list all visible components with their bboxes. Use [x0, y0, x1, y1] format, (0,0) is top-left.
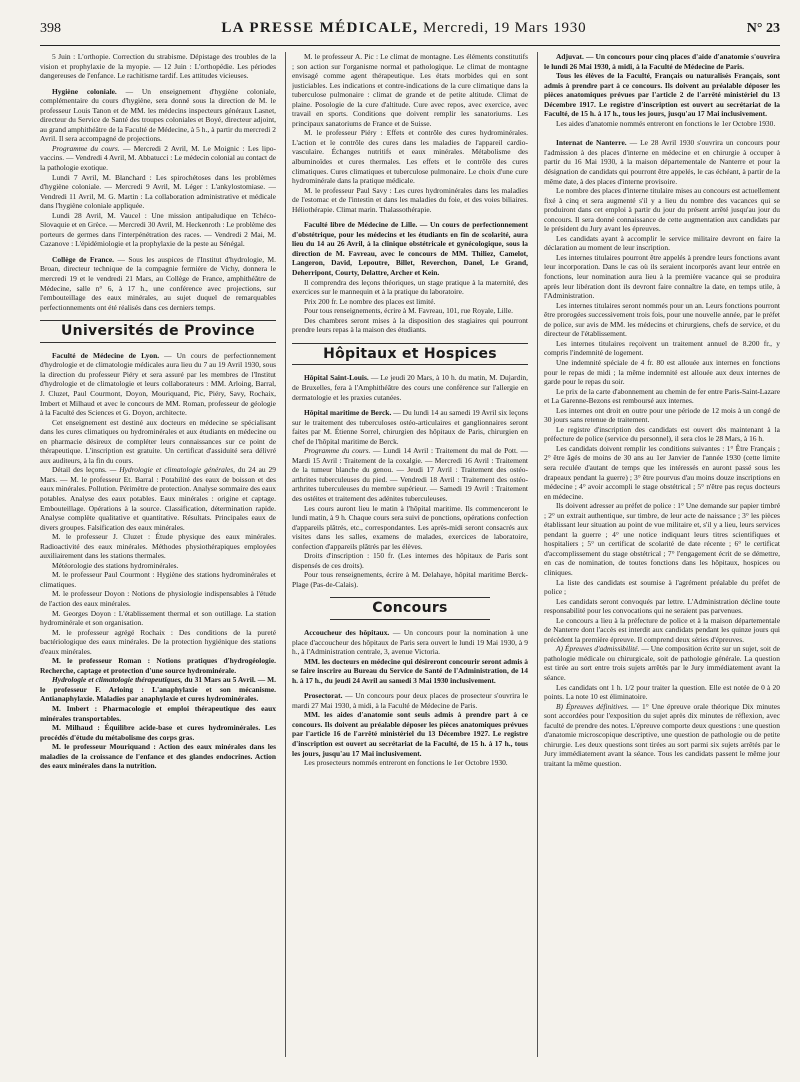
- article-text: — Un concours pour deux places de prosecteur s'ouvrira le mardi 27 Mai 1930, à midi, à la Faculté de Médecine de Paris.: [292, 691, 528, 710]
- article-title: Hygiène coloniale.: [52, 86, 117, 96]
- article-saint-louis: [292, 373, 528, 402]
- paragraph: [40, 465, 276, 532]
- journal-name: LA PRESSE MÉDICALE,: [221, 20, 419, 36]
- column-rule: [537, 52, 538, 1057]
- article-text: — Du lundi 14 au samedi 19 Avril six leçons sur le traitement des tuberculoses ostéo-articulaires et ganglionnaires seront faites par M. Étienne Sorrel, chirurgien des hôpitaux de Paris, chirurgien en chef de l'hôpital maritime de Berck.: [292, 408, 528, 446]
- paragraph: Les candidats ont 1 h. 1/2 pour traiter la question. Elle est notée de 0 à 20 points. La note 10 est éliminatoire.: [544, 682, 780, 702]
- paragraph: MM. les aides d'anatomie sont seuls admis à prendre part à ce concours. Ils doivent au préalable déposer les pièces anatomiques prévues par l'article 16 de l'arrêté ministériel du 13 Décembre 1927. Le registre d'inscription est ouvert au secrétariat de la Faculté, de 15 h. à 17 h., tous les jours, jusqu'au 17 Mai inclusivement.: [292, 710, 528, 758]
- paragraph: Les candidats ayant à accomplir le service militaire devront en faire la déclaration au moment de leur inscription.: [544, 233, 780, 253]
- paragraph: [40, 675, 276, 704]
- paragraph: Pour tous renseignements, écrire à M. Delahaye, hôpital maritime Berck-Plage (Pas-de-Calais).: [292, 570, 528, 589]
- article-title: Collège de France.: [52, 254, 115, 264]
- article-prosectorat: [292, 691, 528, 710]
- article-nanterre: [544, 138, 780, 186]
- paragraph: Les internes titulaires reçoivent un traitement annuel de 8.200 fr., y compris l'indemnité de logement.: [544, 338, 780, 358]
- paragraph: Une indemnité spéciale de 4 fr. 80 est allouée aux internes en fonctions pour le repas de midi ; la même indemnité est allouée aux deux internes de garde pour le repas du soir.: [544, 357, 780, 387]
- article-title: Internat de Nanterre.: [556, 138, 627, 148]
- paragraph: [544, 644, 780, 682]
- paragraph: Les internes ont droit en outre pour une période de 12 mois à un congé de 30 jours sans retenue de traitement.: [544, 405, 780, 425]
- paragraph: Le registre d'inscription des candidats est ouvert dès maintenant à la préfecture de police (service du personnel), il sera clos le 28 Mars, à 16 h.: [544, 424, 780, 444]
- paragraph: Lundi 28 Avril, M. Vaucel : Une mission antipaludique en Tchéco-Slovaquie et en Grèce. — Mercredi 30 Avril, M. Heckenroth : Le problème des porteurs de germes dans l'interpénétration des races. — Vendredi 2 Mai, M. Cazanove : L'épidémiologie et la prophylaxie de la peste au Sénégal.: [40, 210, 276, 249]
- column-middle: [292, 52, 528, 1062]
- text: — Une composition écrite sur un sujet, soit de pathologie médicale ou chirurgicale, soit de pathologie générale. La question est tirée au sort entre trois sujets arrêtés par le Jury immédiatement avant la séance.: [544, 644, 780, 682]
- article-hygiene-coloniale: [40, 87, 276, 144]
- paragraph: Ils doivent adresser au préfet de police : 1° Une demande sur papier timbré ; 2° un extrait authentique, sur timbre, de leur acte de naissance ; 3° les pièces établissant leur situation au point de vue militaire et, s'il y a lieu, leurs services pendant la guerre ; 4° une notice indiquant leurs titres scientifiques et hospitaliers ; 5° un certificat de scolarité de date récente ; 6° le certificat d'accomplissement du stage obstétrical ; 7° l'engagement écrit de se démettre, en cas de nomination, de toutes fonctions dans les hôpitaux, hospices ou cliniques.: [544, 501, 780, 577]
- article-text: — Un concours pour la nomination à une place d'accoucheur des hôpitaux de Paris sera ouvert le lundi 19 Mai 1930, à 9 h., à l'Administration centrale, 3, avenue Victoria.: [292, 627, 528, 657]
- article-college-de-france: [40, 255, 276, 312]
- article-text: — Le 28 Avril 1930 s'ouvrira un concours pour l'admission à des places d'interne en médecine et en chirurgie à occuper à partir du 16 Mai 1930, à la maison départementale de Nanterre et pour la désignation de candidats qui pourront être appelés, le cas échéant, à partir de la même date, à des places d'interne provisoire.: [544, 138, 780, 186]
- paragraph: M. Milhaud : Équilibre acide-base et cures hydrominérales. Les procédés d'étude du métabolisme des corps gras.: [40, 723, 276, 742]
- paragraph: Des chambres seront mises à la disposition des stagiaires qui pourront prendre leurs repas à la maison des étudiants.: [292, 315, 528, 335]
- paragraph: Prix 200 fr. Le nombre des places est limité.: [304, 296, 436, 306]
- paragraph: La liste des candidats est soumise à l'agrément préalable du préfet de police ;: [544, 577, 780, 597]
- label: B) Épreuves définitives.: [556, 701, 629, 711]
- paragraph: 5 Juin : L'orthopie. Correction du strabisme. Dépistage des troubles de la vision et prophylaxie de la myopie. — 12 Juin : L'orthopédie. Les périodes dangereuses de l'enfance. Le rachitisme tardif. Les attitudes vicieuses.: [40, 52, 276, 81]
- paragraph: M. le professeur A. Pic : Le climat de montagne. Les éléments constitutifs ; son action sur l'organisme normal et pathologique. Le climat de montagne envisagé comme agent thérapeutique. Les états morbides qui en sont justiciables. Les indications et contre-indications de la cure climatique dans la tuberculose pulmonaire : climat de grande et de petite altitude. Climat de plaine. Posologie de la cure d'altitude. Cure avec repos, avec exercice, avec travail en sports. Conditions que doivent remplir les sanatoriums. Les principaux sanatoriums de France et de Suisse.: [292, 52, 528, 128]
- paragraph: Pour tous renseignements, écrire à M. Favreau, 101, rue Royale, Lille.: [304, 306, 514, 316]
- article-title: Faculté de Médecine de Lyon.: [52, 350, 160, 360]
- paragraph: Droits d'inscription : 150 fr. (Les internes des hôpitaux de Paris sont dispensés de ces droits).: [292, 551, 528, 570]
- paragraph: M. le professeur J. Cluzet : Étude physique des eaux minérales. Radioactivité des eaux minérales. Méthodes physiothérapiques employées auxiliairement dans les stations thermales.: [40, 532, 276, 561]
- paragraph: M. Imbert : Pharmacologie et emploi thérapeutique des eaux minérales transportables.: [40, 704, 276, 723]
- paragraph: Tous les élèves de la Faculté, Français ou naturalisés Français, sont admis à prendre part à ce concours. Ils doivent au préalable déposer les pièces anatomiques prévues par l'article 2 de l'arrêté ministériel du 13 Décembre 1917. Le registre d'inscription est ouvert au secrétariat de la Faculté, de 15 h. à 17 h., tous les jours, jusqu'au 17 Mai inclusivement.: [544, 71, 780, 119]
- text: — Mercredi 2 Avril, M. Le Moignic : Les lipo-vaccins. — Vendredi 4 Avril, M. Abbatucci : Le médecin colonial au contact de la pathologie exotique.: [40, 143, 276, 173]
- article-accoucheur: [292, 628, 528, 657]
- paragraph: Les cours auront lieu le matin à l'hôpital maritime. Ils commenceront le lundi matin, à 9 h. Chaque cours sera suivi de ponctions, opérations confection d'appareils plâtrés, etc., correspondantes. Les après-midi seront consacrés aux visites dans les salles, examens de malades, exercices de laboratoire, confection d'appareils plâtrés par les élèves.: [292, 503, 528, 551]
- text: du 24 au 29 Mars. — M. le professeur Et. Barral : Potabilité des eaux de boisson et des eaux minérales. Pollution. Périmètre de protection. Analyse sommaire des eaux potables. Analyse des eaux potables. Eaux minérales : origine et captage. Embouteillage. Opérations à la source. Classification, détermination rapide. Analyse complète qualitative et quantitative. Résultats. Principales eaux de divers groupes. Falsification des eaux minérales.: [40, 465, 276, 532]
- page-header: [40, 20, 780, 46]
- paragraph: Les candidats doivent remplir les conditions suivantes : 1° Être Français ; 2° être âgés de moins de 30 ans au 1er Janvier de l'année 1930 (cette limite sera reculée d'autant de temps que les intéressés en auront passé sous les drapeaux pendant la guerre) ; 3° être pourvus d'au moins douze inscriptions en médecine ; 4° avoir accompli le stage obstétrical ; 5° n'être pas reçus docteurs en médecine.: [544, 443, 780, 501]
- article-lyon: [40, 351, 276, 418]
- paragraph: M. le professeur Piéry : Effets et contrôle des cures hydrominérales. L'action et le contrôle des cures dans les maladies de l'appareil cardio-vasculaire. Échanges nutritifs et eaux minérales. Métabolisme des albuminoïdes et cures thermales. Les effets et le contrôle des cures climatiques. Cures climatiques et tuberculose pulmonaire. Le choix d'une cure hydrominérale dans la pratique médicale.: [292, 128, 528, 186]
- text: du 31 Mars au 5 Avril. — M. le professeur F. Arloing : L'anaphylaxie et son mécanisme. Antianaphylaxie. Maladies par anaphylaxie et cures hydrominérales.: [40, 675, 276, 704]
- issue-number: N° 23: [746, 21, 780, 36]
- paragraph: M. le professeur agrégé Rochaix : Des conditions de la pureté bactériologique des eaux minérales. De la protection hygiénique des stations d'eaux minérales.: [40, 627, 276, 656]
- paragraph: Le nombre des places d'interne titulaire mises au concours est actuellement fixé à cinq et sera augmenté s'il y a lieu du nombre des vacances qui se produiront dans cet emploi à partir du jour du présent arrêté jusqu'au jour du concours. Il sera donné connaissance de cette augmentation aux candidats par le président du Jury avant les épreuves.: [544, 186, 780, 234]
- paragraph: Le prix de la carte d'abonnement au chemin de fer entre Paris-Saint-Lazare et La Garenne-Bezons est remboursé aux internes.: [544, 386, 780, 406]
- section-heading: Concours: [330, 597, 490, 620]
- article-adjuvat: [544, 52, 780, 71]
- article-text: — Un enseignement d'hygiène coloniale, complémentaire du cours d'hygiène, sera donné sous la direction de M. le professeur Louis Tanon et de MM. les médecins inspecteurs généraux Lasnet, directeur du Service de Santé des troupes coloniales et Boyé, directeur adjoint, au grand amphithéâtre de la Faculté de Médecine, à 5 h., à partir du mercredi 2 Avril. Il sera accompagné de projections.: [40, 86, 276, 144]
- label: A) Épreuves d'admissibilité.: [556, 644, 640, 654]
- paragraph: M. le professeur Doyon : Notions de physiologie indispensables à l'étude de l'action des eaux minérales.: [40, 589, 276, 608]
- label: Hydrologie et climatologie thérapeutiques,: [52, 675, 183, 685]
- paragraph: M. le professeur Paul Savy : Les cures hydrominérales dans les maladies de l'estomac et de l'intestin et dans les maladies du foie, et des voies biliaires. Héliothérapie. Climat marin. Thalassothérapie.: [292, 185, 528, 214]
- paragraph: [292, 446, 528, 503]
- article-berck: [292, 408, 528, 446]
- page-number: 398: [40, 21, 61, 36]
- article-title: Accoucheur des hôpitaux.: [304, 627, 390, 637]
- paragraph: Les aides d'anatomie nommés entreront en fonctions le 1er Octobre 1930.: [556, 118, 776, 128]
- column-rule: [285, 52, 286, 1057]
- column-left: [40, 52, 276, 1062]
- paragraph: M. Georges Doyon : L'établissement thermal et son outillage. La station hydrominérale et son organisation.: [40, 608, 276, 628]
- article-title: Faculté libre de Médecine de Lille.: [304, 220, 418, 230]
- paragraph: Le concours a lieu à la préfecture de police et à la maison départementale de Nanterre dont l'accès est interdit aux candidats pendant les quinze jours qui précèdent la première épreuve. Il comprend deux séries d'épreuves.: [544, 615, 780, 644]
- article-text: — Sous les auspices de l'Institut d'hydrologie, M. Broan, directeur technique de la compagnie fermière de Vichy, donnera le mercredi 19 et le vendredi 21 Mars, au Collège de France, amphithéâtre de Médecine, salle n° 6, à 17 h., une conférence avec projections, sur l'embouteillage des eaux minérales, au sujet duquel de remarquables perfectionnements ont été réalisés dans ces derniers temps.: [40, 254, 276, 312]
- paragraph: Lundi 7 Avril, M. Blanchard : Les spirochétoses dans les problèmes d'hygiène coloniale. — Mercredi 9 Avril, M. Léger : L'ankylostomiase. — Vendredi 11 Avril, M. G. Martin : La collaboration administrative et médicale dans l'hygiène coloniale appliquée.: [40, 172, 276, 211]
- column-right: [544, 52, 780, 1062]
- article-text: — Un cours de perfectionnement d'hydrologie et de climatologie médicales aura lieu du 7 au 19 Avril 1930, sous la direction du professeur Piéry et sera assuré par les membres de l'Institut d'hydrologie et de climatologie et leurs collaborateurs : MM. Arloing, Barral, J. Cluzet, Paul Courmont, Doyon, Mouriquand, Pic, Piéry, Savy, Rochaix, Imbert et Milhaud et avec le concours de MM. Roman, professeur de géologie à la Faculté des Sciences et G. Doyon, architecte.: [40, 350, 276, 418]
- paragraph: [544, 702, 780, 769]
- article-text: — Un concours pour cinq places d'aide d'anatomie s'ouvrira le lundi 26 Mai 1930, à midi, à la Faculté de Médecine de Paris.: [544, 52, 780, 71]
- article-title: Prosectorat.: [304, 691, 343, 701]
- journal-title: [221, 20, 586, 37]
- article-lille: [292, 220, 528, 277]
- paragraph: Il comprendra des leçons théoriques, un stage pratique à la maternité, des exercices sur le mannequin et à la pratique du laboratoire.: [292, 277, 528, 297]
- article-title: Adjuvat.: [556, 52, 584, 61]
- label: Programme du cours.: [304, 446, 371, 456]
- section-heading: Universités de Province: [40, 320, 276, 343]
- article-title: Hôpital maritime de Berck.: [304, 408, 392, 418]
- paragraph: MM. les docteurs en médecine qui désireront concourir seront admis à se faire inscrire au Bureau du Service de Santé de l'Administration, de 14 h. à 17 h., du jeudi 24 Avril au samedi 3 Mai 1930 inclusivement.: [292, 656, 528, 685]
- paragraph: Les internes titulaires seront nommés pour un an. Leurs fonctions pourront être prorogées successivement trois fois, pour une nouvelle année, par le préfet de police, sur avis de MM. les médecins et chirurgiens, chefs de service, et du directeur de l'établissement.: [544, 300, 780, 339]
- label: Programme du cours.: [52, 143, 120, 153]
- paragraph: [40, 144, 276, 173]
- article-text: — Un cours de perfectionnement d'obstétrique, pour les médecins et les étudiants en fin de scolarité, aura lieu du 14 au 26 Avril, à la clinique obstétricale et gynécologique, sous la direction de M. Favreau, avec le concours de MM. Thiliez, Camelot, Langeron, David, Lepoutre, Billet, Reverchon, Danel, Le Grand, Deherripont, Courty, Delattre, Archer et Kein.: [292, 220, 528, 278]
- text: — 1° Une épreuve orale théorique Dix minutes sont accordées pour l'exposition du sujet après dix minutes de réflexion, avec faculté de prendre des notes. L'épreuve comporte deux questions : une question d'anatomie microscopique descriptive, une question de pathologie ou de petite chirurgie. Les deux questions sont tirées au sort parmi six sujets arrêtés par le Jury immédiatement avant la séance. Tous les candidats passent le même jour traitant la même question.: [544, 701, 780, 768]
- paragraph: M. le professeur Roman : Notions pratiques d'hydrogéologie. Recherche, captage et protection d'une source hydrominérale.: [40, 656, 276, 675]
- issue-date: Mercredi, 19 Mars 1930: [423, 20, 587, 36]
- article-title: Hôpital Saint-Louis.: [304, 373, 369, 383]
- paragraph: Météorologie des stations hydrominérales.: [52, 560, 179, 570]
- paragraph: M. le professeur Mouriquand : Action des eaux minérales dans les maladies de la croissance de l'enfance et des glandes endocrines. Action des eaux minérales dans la nutrition.: [40, 742, 276, 771]
- label: Détail des leçons.: [52, 465, 107, 475]
- label: — Hydrologie et climatologie générales,: [106, 465, 235, 475]
- paragraph: Les prosecteurs nommés entreront en fonctions le 1er Octobre 1930.: [304, 758, 508, 768]
- paragraph: Cet enseignement est destiné aux docteurs en médecine se spécialisant dans les cures climatiques ou hydrominérales et aux étudiants en médecine ou en pharmacie désireux de compléter leurs connaissances sur ce point de thérapeutique. L'inscription est gratuite. Un certificat d'assiduité sera délivré aux auditeurs, à la fin du cours.: [40, 417, 276, 465]
- paragraph: Les candidats seront convoqués par lettre. L'Administration décline toute responsabilité pour les convocations qui ne seraient pas parvenues.: [544, 596, 780, 616]
- paragraph: Les internes titulaires pourront être appelés à prendre leurs fonctions avant leur incorporation. Dans le cas où ils seraient incorporés avant leur entrée en fonctions, leur nomination aura lieu à la première vacance qui se produira après leur libération dont ils devront faire connaître la date, en temps utile, à l'Administration.: [544, 252, 780, 301]
- section-heading: Hôpitaux et Hospices: [292, 343, 528, 366]
- paragraph: M. le professeur Paul Courmont : Hygiène des stations hydrominérales et climatiques.: [40, 570, 276, 589]
- text: — Lundi 14 Avril : Traitement du mal de Pott. — Mardi 15 Avril : Traitement de la coxalgie. — Mercredi 16 Avril : Traitement de la tumeur blanche du genou. — Jeudi 17 Avril : Traitement des ostéo-arthrites tuberculeuses du pied. — Vendredi 18 Avril : Traitement des ostéo-arthrites tuberculeuses du membre supérieur. — Samedi 19 Avril : Traitement des ostéites et traitement des adénites tuberculeuses.: [292, 446, 528, 503]
- article-text: — Le jeudi 20 Mars, à 10 h. du matin, M. Dujardin, de Bruxelles, fera à l'Amphithéâtre des cours une conférence sur l'allergie en dermatologie et les praxies cutanées.: [292, 373, 528, 402]
